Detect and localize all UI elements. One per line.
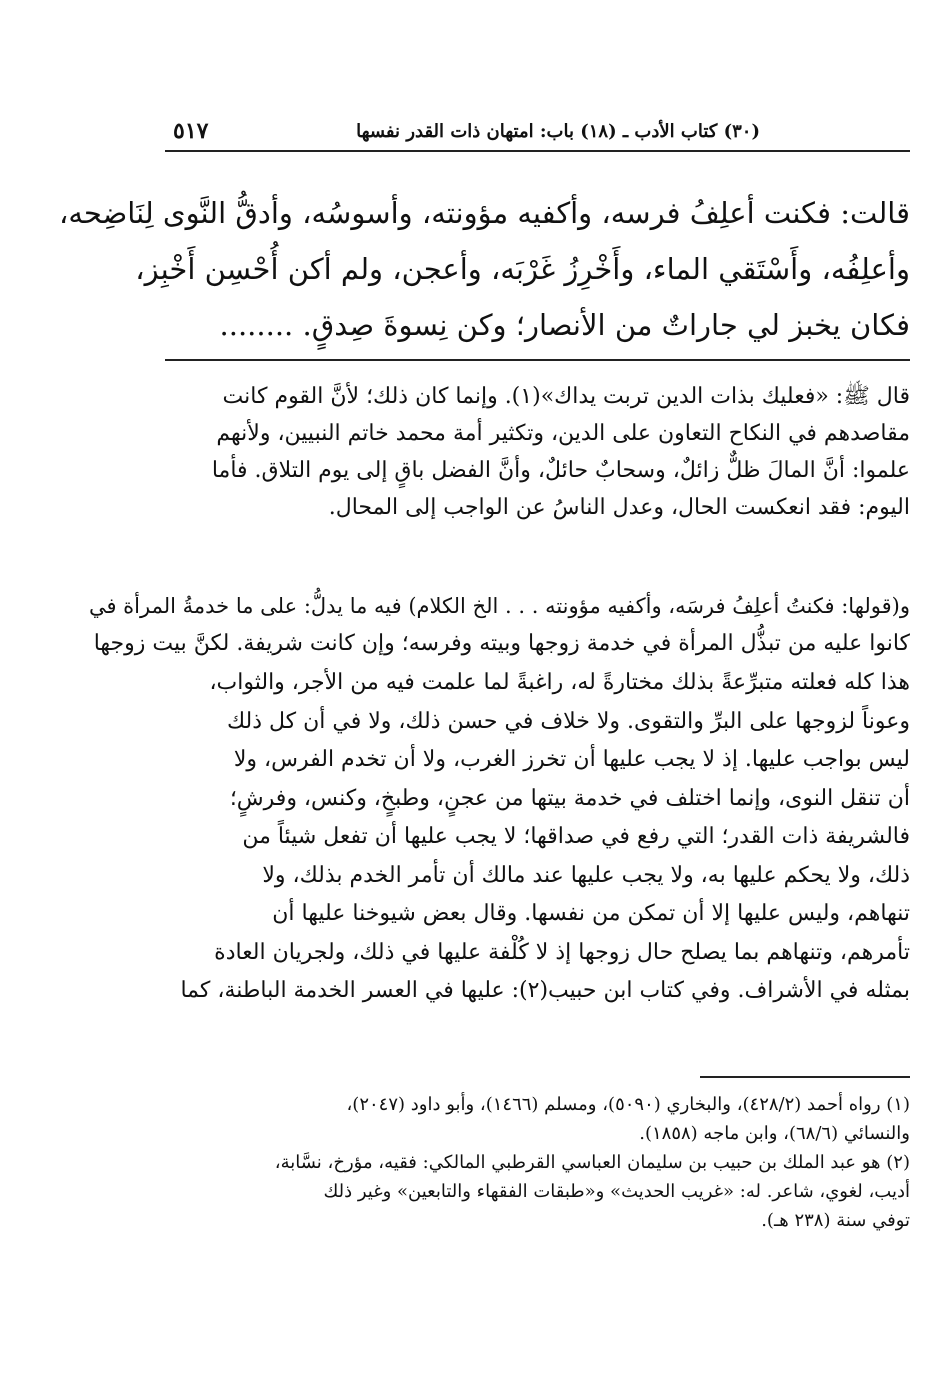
hadith-line-text: فكان يخبز لي جاراتٌ من الأنصار؛ وكن نِسوةَ صِدقٍ. bbox=[302, 308, 910, 342]
body-line: هذا كله فعلته متبرِّعةً بذلك مختارةً له، راغبةً لما علمت فيه من الأجر، والثواب، bbox=[209, 670, 910, 695]
commentary-line: مقاصدهم في النكاح التعاون على الدين، وتكثير أمة محمد خاتم النبيين، ولأنهم bbox=[216, 421, 910, 446]
body-line: وعوناً لزوجها على البرِّ والتقوى. ولا خلاف في حسن ذلك، ولا في أن كل ذلك bbox=[226, 708, 910, 734]
body-line: ليس بواجب عليها. إذ لا يجب عليها أن تخرز الغرب، ولا أن تخدم الفرس، ولا bbox=[233, 747, 910, 772]
header-rule bbox=[165, 150, 910, 152]
section-divider bbox=[165, 359, 910, 361]
commentary-line: قال ﷺ: «فعليك بذات الدين تربت يداك»(١). وإنما كان ذلك؛ لأنَّ القوم كانت bbox=[222, 384, 910, 409]
page-header bbox=[165, 118, 910, 148]
body-line: تنهاهم، وليس عليها إلا أن تمكن من نفسها. وقال بعض شيوخنا عليها أن bbox=[272, 901, 910, 926]
footnote-line: (١) رواه أحمد (٤٢٨/٢)، والبخاري (٥٠٩٠)، ومسلم (١٤٦٦)، وأبو داود (٢٠٤٧)، bbox=[346, 1094, 910, 1115]
page-number: ٥١٧ bbox=[173, 118, 209, 144]
body-paragraph bbox=[160, 664, 910, 1011]
lemma-line: و(قولها: فكنتُ أعلِفُ فرسَه، وأكفيه مؤونته . . . الخ الكلام) فيه ما يدلُّ: على ما خدمةُ المرأة في bbox=[88, 594, 910, 618]
hadith-line: وأعلِفُه، وأَسْتَقي الماء، وأَخْرِزُ غَرْبَه، وأعجن، ولم أكن أُحْسِن أَخْبِز، bbox=[135, 252, 910, 286]
hadith-line bbox=[160, 297, 910, 353]
commentary-line: اليوم: فقد انعكست الحال، وعدل الناسُ عن الواجب إلى المحال. bbox=[328, 495, 910, 520]
footnote-line: توفي سنة (٢٣٨ هـ). bbox=[761, 1210, 910, 1231]
footnote-rule bbox=[700, 1076, 910, 1078]
lemma-line: كانوا عليه من تبذُّل المرأة في خدمة زوجها وبيته وفرسه؛ وإن كانت شريفة. لكنَّ بيت زوجها bbox=[93, 631, 910, 656]
running-title: (٣٠) كتاب الأدب ـ (١٨) باب: امتهان ذات القدر نفسها bbox=[356, 121, 760, 142]
lemma-continuation bbox=[93, 625, 910, 664]
body-line: أن تنقل النوى، وإنما اختلف في خدمة بيتها من عجنٍ، وطبخٍ، وكنس، وفرشٍ؛ bbox=[229, 785, 910, 811]
body-line: بمثله في الأشراف. وفي كتاب ابن حبيب(٢): عليها في العسر الخدمة الباطنة، كما bbox=[180, 978, 910, 1003]
footnote-line: والنسائي (٦٨/٦)، وابن ماجه (١٨٥٨). bbox=[639, 1123, 910, 1144]
footnote-line: أديب، لغوي، شاعر. له: «غريب الحديث» و«طبقات الفقهاء والتابعين» وغير ذلك bbox=[323, 1181, 910, 1202]
hadith-text bbox=[58, 185, 910, 353]
commentary-paragraph bbox=[160, 378, 910, 526]
body-line: فالشريفة ذات القدر؛ التي رفع في صداقها؛ لا يجب عليها أن تفعل شيئاً من bbox=[242, 824, 910, 849]
hadith-line: قالت: فكنت أعلِفُ فرسه، وأكفيه مؤونته، وأسوسُه، وأدقُّ النَّوى لِنَاضِحه، bbox=[58, 196, 910, 230]
ellipsis-dots: ........ bbox=[219, 308, 294, 342]
body-line: تأمرهم، وتنهاهم بما يصلح حال زوجها إذ لا كُلْفة عليها في ذلك، ولجريان العادة bbox=[214, 939, 910, 965]
lemma-paragraph bbox=[30, 588, 910, 625]
commentary-line: علموا: أنَّ المالَ ظلٌّ زائلٌ، وسحابٌ حائلٌ، وأنَّ الفضل باقٍ إلى يوم التلاق. فأما bbox=[211, 458, 910, 483]
body-line: ذلك، ولا يحكم عليها به، ولا يجب عليها عند مالك أن تأمر الخدم بذلك، ولا bbox=[262, 862, 910, 888]
footnotes bbox=[165, 1090, 910, 1235]
footnote-line: (٢) هو عبد الملك بن حبيب بن سليمان العباسي القرطبي المالكي: فقيه، مؤرخ، نسَّابة، bbox=[274, 1152, 910, 1173]
